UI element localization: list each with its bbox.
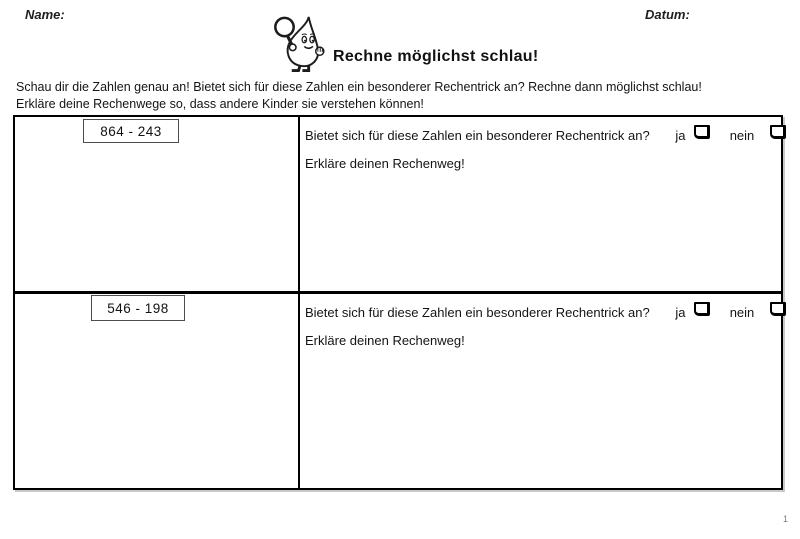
explain-prompt: Erkläre deinen Rechenweg! xyxy=(305,333,465,348)
nein-checkbox[interactable] xyxy=(770,302,786,316)
work-area-cell-2 xyxy=(15,294,300,488)
nein-label: nein xyxy=(729,128,755,143)
problem-text: 546 - 198 xyxy=(107,300,169,316)
instructions-line-1: Schau dir die Zahlen genau an! Bietet sich für diese Zahlen ein besonderer Rechentrick an? Rechne dann möglichst schlau! xyxy=(16,80,702,94)
page-title: Rechne möglichst schlau! xyxy=(333,48,539,65)
problem-box-2 xyxy=(91,295,185,321)
question-text: Bietet sich für diese Zahlen ein besonderer Rechentrick an? xyxy=(305,305,650,320)
nein-checkbox[interactable] xyxy=(770,125,786,139)
question-text: Bietet sich für diese Zahlen ein besonderer Rechentrick an? xyxy=(305,128,650,143)
task-table xyxy=(13,115,783,490)
explain-prompt: Erkläre deinen Rechenweg! xyxy=(305,156,465,171)
ja-checkbox[interactable] xyxy=(694,302,710,316)
table-row xyxy=(15,294,781,488)
table-row xyxy=(15,117,781,291)
date-label: Datum: xyxy=(645,7,690,22)
ja-checkbox[interactable] xyxy=(694,125,710,139)
question-cell-2 xyxy=(300,294,794,488)
instructions-line-2: Erkläre deine Rechenwege so, dass andere Kinder sie verstehen können! xyxy=(16,97,424,111)
question-line xyxy=(305,125,786,147)
problem-box-1 xyxy=(83,119,179,143)
drop-character-with-magnifying-glass-icon xyxy=(268,14,330,72)
problem-text: 864 - 243 xyxy=(100,123,162,139)
instructions xyxy=(16,79,791,113)
question-cell-1 xyxy=(300,117,794,291)
ja-label: ja xyxy=(675,305,686,320)
work-area-cell-1 xyxy=(15,117,300,291)
question-line xyxy=(305,302,786,324)
page-number: 1 xyxy=(783,514,789,524)
name-label: Name: xyxy=(25,7,65,22)
nein-label: nein xyxy=(729,305,755,320)
ja-label: ja xyxy=(675,128,686,143)
